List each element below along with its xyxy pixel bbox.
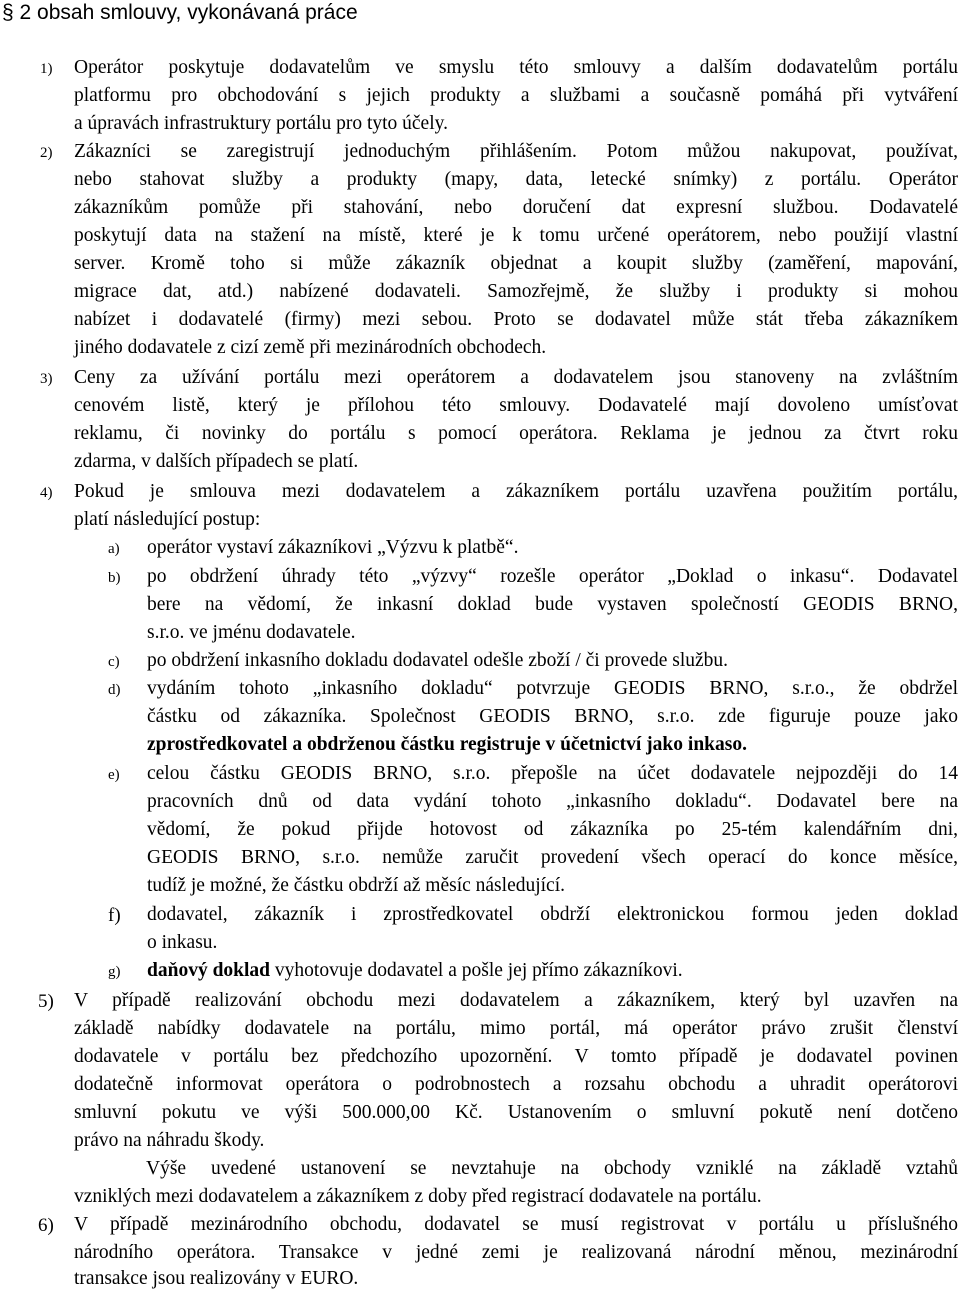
item-number: 4) [40,485,53,501]
sub-item-letter: b) [108,570,121,586]
text-line: Operátor poskytuje dodavatelům ve smyslu této smlouvy a dalším dodavatelům portálu [74,57,958,78]
text-fragment: vyhotovuje dodavatel a pošle jej přímo zákazníkovi. [270,960,683,981]
text-line: nabízet i dodavatelé (firmy) mezi sebou. Proto se dodavatel může stát třeba zákazníkem [74,309,958,330]
text-line: platformu pro obchodování s jejich produkty a službami a současně pomáhá při vytváření [74,85,958,106]
text-line: s.r.o. ve jménu dodavatele. [147,622,356,643]
bold-term: daňový doklad [147,960,271,981]
text-line: dodavatel, zákazník i zprostředkovatel obdrží elektronickou formou jeden doklad [147,904,958,925]
text-line: migrace dat, atd.) nabízené dodavateli. Samozřejmě, že služby i produkty si mohou [74,281,958,302]
text-line: reklamu, či novinky do portálu s pomocí operátora. Reklama je jednou za čtvrt roku [74,423,958,444]
text-line: celou částku GEODIS BRNO, s.r.o. přepošle na účet dodavatele nejpozději do 14 [147,763,958,784]
text-line: a úpravách infrastruktury portálu pro tyto účely. [74,113,448,134]
text-line: po obdržení úhrady této „výzvy“ rozešle operátor „Doklad o inkasu“. Dodavatel [147,566,958,587]
sub-item-letter: d) [108,682,121,698]
sub-item-letter: f) [108,905,121,926]
text-line: dodatečně informovat operátora o podrobnostech a rozsahu obchodu a uhradit operátorovi [74,1074,958,1095]
text-line: zákazníkům pomůže při stahování, nebo doručení dat expresní službou. Dodavatelé [74,197,958,218]
text-line: vědomí, že pokud přijde hotovost od zákazníka po 25-tém kalendářním dni, [147,819,958,840]
text-line: server. Kromě toho si může zákazník objednat a koupit služby (zaměření, mapování, [74,253,958,274]
item-number: 3) [40,371,53,387]
text-line: platí následující postup: [74,509,261,530]
text-line: základě nabídky dodavatele na portálu, mimo portál, má operátor právo zrušit členství [74,1018,958,1039]
item-number: 6) [38,1215,54,1236]
text-line: jiného dodavatele z cizí země při mezinárodních obchodech. [74,337,547,358]
text-line: bere na vědomí, že inkasní doklad bude vystaven společností GEODIS BRNO, [147,594,958,615]
text-line: o inkasu. [147,932,218,953]
bold-text-line: zprostředkovatel a obdrženou částku registruje v účetnictví jako inkaso. [147,734,747,755]
text-line: Ceny za užívání portálu mezi operátorem a dodavatelem jsou stanoveny na zvláštním [74,367,958,388]
text-line: dodavatele v portálu bez předchozího upozornění. V tomto případě je dodavatel povinen [74,1046,958,1067]
item-number: 1) [40,61,53,77]
sub-item-letter: e) [108,767,120,783]
section-heading: § 2 obsah smlouvy, vykonávaná práce [2,1,358,24]
text-line: cenovém listě, který je přílohou této smlouvy. Dodavatelé mají dovoleno umísťovat [74,395,958,416]
text-line: pracovních dnů od data vydání tohoto „inkasního dokladu“. Dodavatel bere na [147,791,958,812]
item-number: 2) [40,145,53,161]
text-line: Výše uvedené ustanovení se nevztahuje na obchody vzniklé na základě vztahů [146,1158,958,1179]
text-line: zdarma, v dalších případech se platí. [74,451,359,472]
text-line: V případě realizování obchodu mezi dodavatelem a zákazníkem, který byl uzavřen na [74,990,958,1011]
text-line: GEODIS BRNO, s.r.o. nemůže zaručit provedení všech operací do konce měsíce, [147,847,958,868]
text-line: smluvní pokutu ve výši 500.000,00 Kč. Ustanovením o smluvní pokutě není dotčeno [74,1102,958,1123]
text-line: právo na náhradu škody. [74,1130,265,1151]
sub-item-letter: g) [108,964,121,980]
text-line: poskytují data na stažení na místě, které je k tomu určené operátorem, nebo použijí vlastní [74,225,958,246]
text-line: Pokud je smlouva mezi dodavatelem a zákazníkem portálu uzavřena použitím portálu, [74,481,958,502]
sub-item-letter: a) [108,541,120,557]
text-line: V případě mezinárodního obchodu, dodavatel se musí registrovat v portálu u příslušného [74,1214,958,1235]
text-line: národního operátora. Transakce v jedné zemi je realizovaná národní měnou, mezinárodní [74,1242,958,1263]
text-line: operátor vystaví zákazníkovi „Výzvu k platbě“. [147,537,519,558]
text-line: částku od zákazníka. Společnost GEODIS BRNO, s.r.o. zde figuruje pouze jako [147,706,958,727]
text-line: vzniklých mezi dodavatelem a zákazníkem z doby před registrací dodavatele na portálu. [74,1186,762,1207]
text-line: nebo stahovat služby a produkty (mapy, data, letecké snímky) z portálu. Operátor [74,169,958,190]
text-line: tudíž je možné, že částku obdrží až měsíc následující. [147,875,566,896]
text-line: po obdržení inkasního dokladu dodavatel odešle zboží / či provede službu. [147,650,729,671]
text-line: transakce jsou realizovány v EURO. [74,1268,359,1289]
text-line [147,957,683,985]
sub-item-letter: c) [108,654,120,670]
text-line: Zákazníci se zaregistrují jednoduchým přihlášením. Potom můžou nakupovat, používat, [74,141,958,162]
text-line: vydáním tohoto „inkasního dokladu“ potvrzuje GEODIS BRNO, s.r.o., že obdržel [147,678,958,699]
item-number: 5) [38,991,54,1012]
